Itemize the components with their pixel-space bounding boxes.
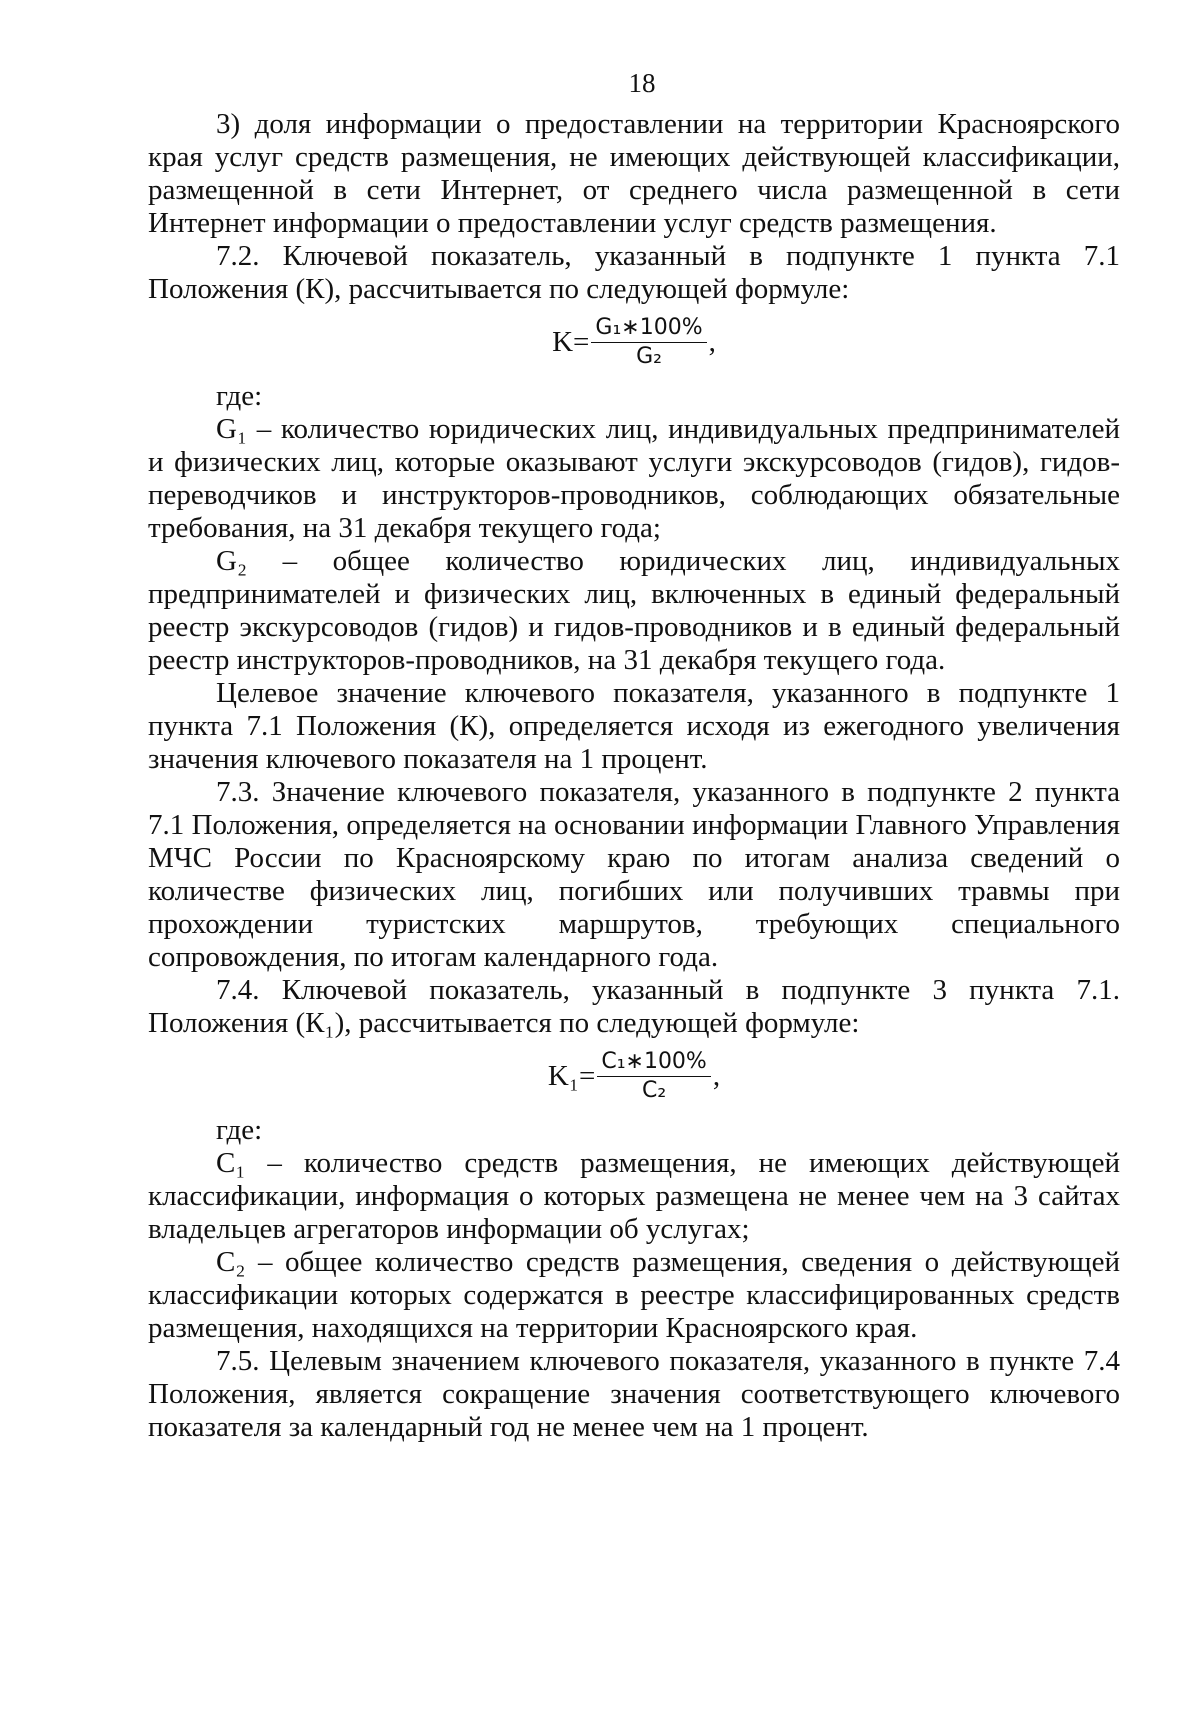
formula-k1 <box>148 1042 1120 1110</box>
where-label-1: где: <box>216 380 263 412</box>
paragraph-item-3: 3) доля информации о предоставлении на территории Красноярского края услуг средств размещения, не имеющих действующей классификации, размещенной в сети Интернет, от среднего числа размещенной в сети Интернет информации о предоставлении услуг средств размещения. <box>148 108 1120 239</box>
paragraph-7-3: 7.3. Значение ключевого показателя, указанного в подпункте 2 пункта 7.1 Положения, определяется на основании информации Главного Управления МЧС России по Красноярскому краю по итогам анализа сведений о количестве физических лиц, погибших или получивших травмы при прохождении туристских маршрутов, требующих специального сопровождения, по итогам календарного года. <box>148 776 1120 973</box>
formula-k <box>148 308 1120 376</box>
formula-k1-denominator: C₂ <box>641 1077 667 1103</box>
page-number: 18 <box>628 68 656 98</box>
formula-k-lhs: K= <box>552 325 590 358</box>
definition-c1: C₁ – количество средств размещения, не имеющих действующей классификации, информация о которых размещена не менее чем на 3 сайтах владельцев агрегаторов информации об услугах; <box>148 1147 1120 1245</box>
paragraph-7-4: 7.4. Ключевой показатель, указанный в подпункте 3 пункта 7.1. Положения (К₁), рассчитывается по следующей формуле: <box>148 974 1120 1039</box>
formula-k1-numerator: C₁∗100% <box>597 1048 711 1077</box>
formula-k-numerator: G₁∗100% <box>591 314 706 343</box>
paragraph-7-5: 7.5. Целевым значением ключевого показателя, указанного в пункте 7.4 Положения, является сокращение значения соответствующего ключевого показателя за календарный год не менее чем на 1 процент. <box>148 1345 1120 1443</box>
document-body <box>148 108 1120 1444</box>
definition-g1: G₁ – количество юридических лиц, индивидуальных предпринимателей и физических лиц, которые оказывают услуги экскурсоводов (гидов), гидов-переводчиков и инструкторов-проводников, соблюдающих обязательные требования, на 31 декабря текущего года; <box>148 413 1120 544</box>
formula-k1-comma: , <box>712 1059 721 1092</box>
formula-k1-lhs: K₁= <box>547 1059 596 1092</box>
definition-g2: G₂ – общее количество юридических лиц, индивидуальных предпринимателей и физических лиц, включенных в единый федеральный реестр экскурсоводов (гидов) и гидов-проводников и в единый федеральный реестр инструкторов-проводников, на 31 декабря текущего года. <box>148 545 1120 676</box>
paragraph-7-2: 7.2. Ключевой показатель, указанный в подпункте 1 пункта 7.1 Положения (К), рассчитывается по следующей формуле: <box>148 240 1120 305</box>
where-label-2: где: <box>216 1114 263 1146</box>
definition-c2: C₂ – общее количество средств размещения, сведения о действующей классификации которых содержатся в реестре классифицированных средств размещения, находящихся на территории Красноярского края. <box>148 1246 1120 1344</box>
formula-k-fraction <box>591 314 706 371</box>
formula-k1-fraction <box>597 1048 711 1105</box>
formula-k-denominator: G₂ <box>636 343 662 369</box>
paragraph-target-value: Целевое значение ключевого показателя, указанного в подпункте 1 пункта 7.1 Положения (К), определяется исходя из ежегодного увеличения значения ключевого показателя на 1 процент. <box>148 677 1120 775</box>
formula-k-comma: , <box>708 325 716 358</box>
